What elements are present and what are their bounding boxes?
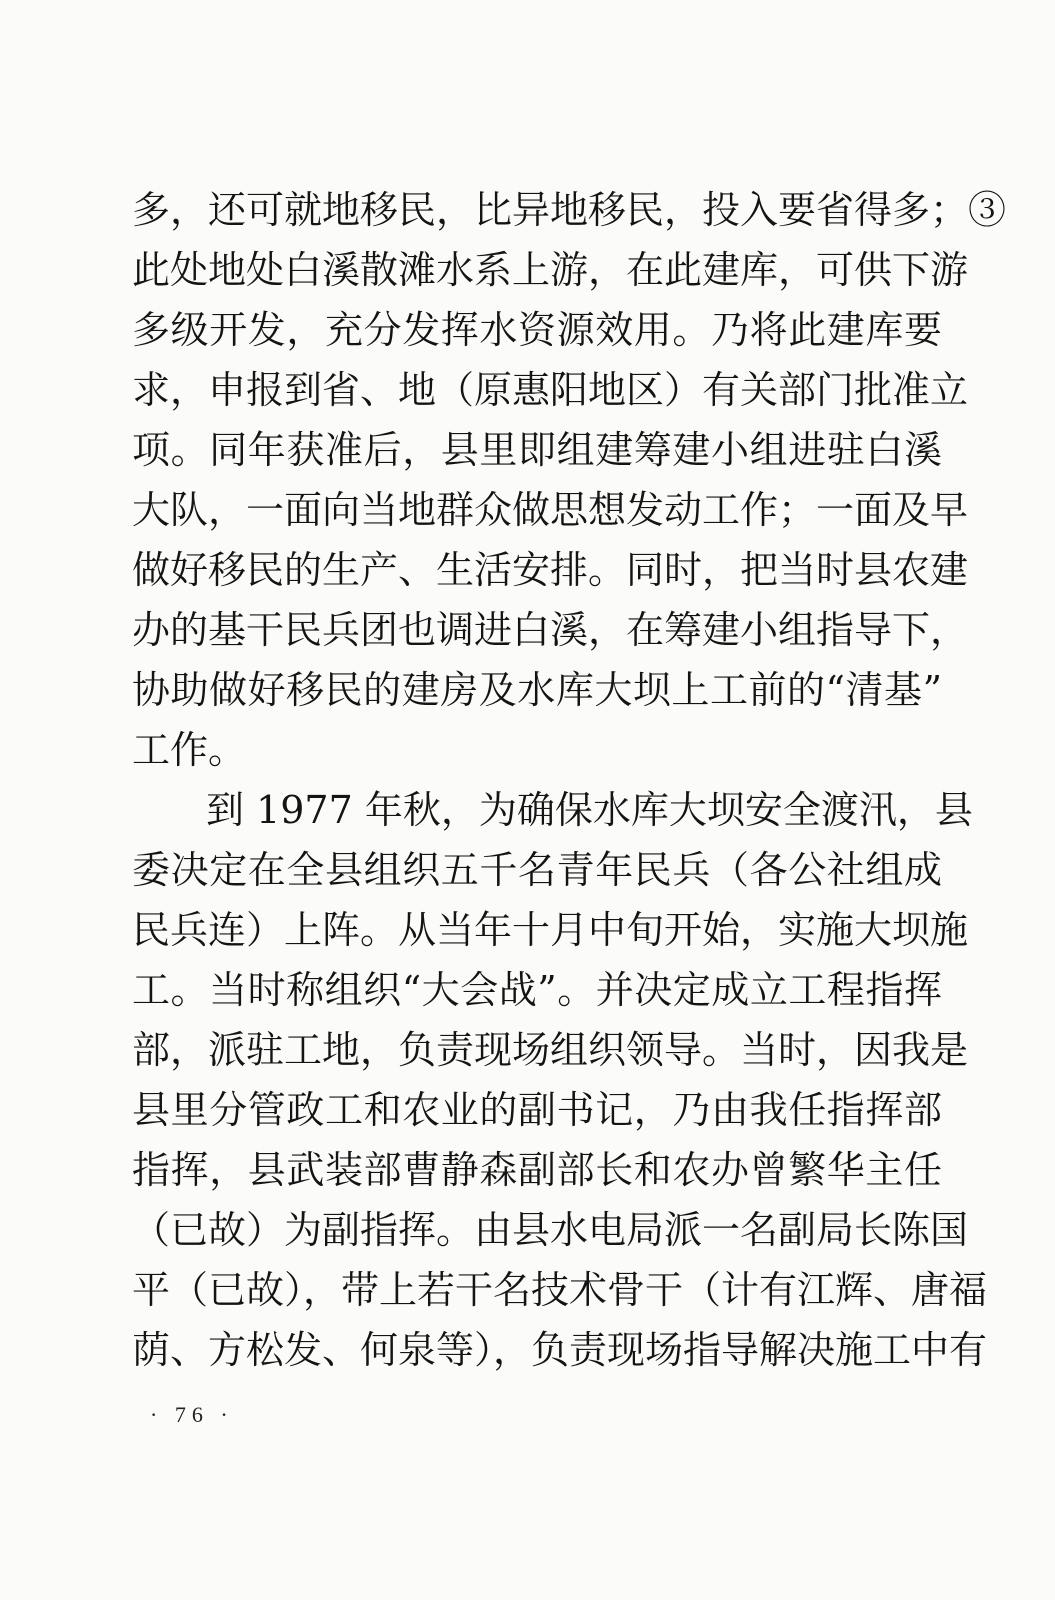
text-line: 协助做好移民的建房及水库大坝上工前的“清基” — [132, 668, 942, 712]
text-line: 做好移民的生产、生活安排。同时，把当时县农建 — [132, 548, 969, 592]
text-line: 工。当时称组织“大会战”。并决定成立工程指挥 — [132, 968, 942, 1012]
text-line: 多级开发，充分发挥水资源效用。乃将此建库要 — [132, 308, 942, 352]
text-line: 平（已故），带上若干名技术骨干（计有江辉、唐福 — [132, 1268, 988, 1312]
text-line: 部，派驻工地，负责现场组织领导。当时，因我是 — [132, 1028, 969, 1072]
text-line: 此处地处白溪散滩水系上游，在此建库，可供下游 — [132, 248, 969, 292]
text-line: 办的基干民兵团也调进白溪，在筹建小组指导下， — [132, 608, 969, 652]
text-line: 委决定在全县组织五千名青年民兵（各公社组成 — [132, 848, 942, 892]
text-line: 县里分管政工和农业的副书记，乃由我任指挥部 — [132, 1088, 942, 1132]
body-text — [132, 180, 1007, 1380]
page-number: · 76 · — [150, 1402, 234, 1427]
text-line: 多，还可就地移民，比异地移民，投入要省得多；③ — [132, 188, 1007, 232]
text-line: （已故）为副指挥。由县水电局派一名副局长陈国 — [132, 1208, 969, 1252]
text-line: 工作。 — [132, 728, 247, 772]
text-line: 求，申报到省、地（原惠阳地区）有关部门批准立 — [132, 368, 969, 412]
text-line: 民兵连）上阵。从当年十月中旬开始，实施大坝施 — [132, 908, 969, 952]
text-line: 荫、方松发、何泉等），负责现场指导解决施工中有 — [132, 1328, 988, 1372]
text-line: 指挥，县武装部曹静森副部长和农办曾繁华主任 — [132, 1148, 942, 1192]
text-line: 大队，一面向当地群众做思想发动工作；一面及早 — [132, 488, 969, 532]
text-line: 项。同年获准后，县里即组建筹建小组进驻白溪 — [132, 428, 942, 472]
paragraph-start-line: 到 1977 年秋，为确保水库大坝安全渡汛，县 — [206, 788, 973, 832]
